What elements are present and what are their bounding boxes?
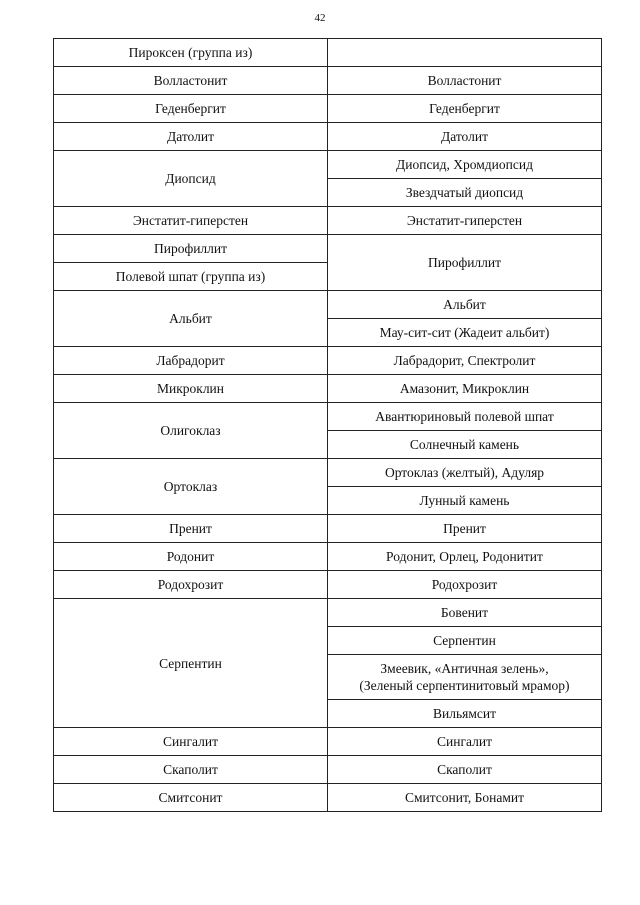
variety-cell: Энстатит-гиперстен: [328, 207, 602, 235]
variety-cell: Родохрозит: [328, 571, 602, 599]
variety-cell: Серпентин: [328, 627, 602, 655]
variety-cell: Пренит: [328, 515, 602, 543]
mineral-cell: Волластонит: [54, 67, 328, 95]
table-row: [54, 375, 602, 403]
mineral-cell: Серпентин: [54, 599, 328, 728]
mineral-cell: Пироксен (группа из): [54, 39, 328, 67]
table-row: [54, 571, 602, 599]
page-number: 42: [314, 12, 326, 24]
table-row: [54, 123, 602, 151]
variety-cell: [328, 655, 602, 700]
table-row: [54, 403, 602, 431]
mineral-cell: Полевой шпат (группа из): [54, 263, 328, 291]
table-row: [54, 459, 602, 487]
mineral-cell: Скаполит: [54, 756, 328, 784]
mineral-cell: Лабрадорит: [54, 347, 328, 375]
variety-cell: Смитсонит, Бонамит: [328, 784, 602, 812]
variety-cell: Лабрадорит, Спектролит: [328, 347, 602, 375]
variety-cell: Авантюриновый полевой шпат: [328, 403, 602, 431]
table-row: [54, 515, 602, 543]
table-row: [54, 207, 602, 235]
table-row: [54, 151, 602, 179]
mineral-cell: Альбит: [54, 291, 328, 347]
variety-cell: Амазонит, Микроклин: [328, 375, 602, 403]
mineral-cell: Геденбергит: [54, 95, 328, 123]
variety-cell: Вильямсит: [328, 700, 602, 728]
minerals-table: [53, 38, 602, 812]
variety-cell: Солнечный камень: [328, 431, 602, 459]
table-row: [54, 291, 602, 319]
mineral-cell: Микроклин: [54, 375, 328, 403]
table-row: [54, 347, 602, 375]
table-row: [54, 39, 602, 67]
mineral-cell: Датолит: [54, 123, 328, 151]
variety-cell: Сингалит: [328, 728, 602, 756]
variety-cell: Геденбергит: [328, 95, 602, 123]
variety-line: (Зеленый серпентинитовый мрамор): [359, 678, 570, 693]
variety-cell: Мау-сит-сит (Жадеит альбит): [328, 319, 602, 347]
table-row: [54, 728, 602, 756]
variety-cell: Ортоклаз (желтый), Адуляр: [328, 459, 602, 487]
variety-line: Змеевик, «Античная зелень»,: [380, 661, 549, 676]
table-row: [54, 95, 602, 123]
variety-cell: Лунный камень: [328, 487, 602, 515]
variety-cell: [328, 39, 602, 67]
mineral-cell: Энстатит-гиперстен: [54, 207, 328, 235]
mineral-cell: Сингалит: [54, 728, 328, 756]
variety-cell: Скаполит: [328, 756, 602, 784]
mineral-cell: Смитсонит: [54, 784, 328, 812]
table-row: [54, 543, 602, 571]
table-row: [54, 784, 602, 812]
mineral-cell: Диопсид: [54, 151, 328, 207]
mineral-cell: Ортоклаз: [54, 459, 328, 515]
variety-cell: Пирофиллит: [328, 235, 602, 291]
table-row: [54, 756, 602, 784]
mineral-cell: Пренит: [54, 515, 328, 543]
variety-cell: Альбит: [328, 291, 602, 319]
variety-cell: Датолит: [328, 123, 602, 151]
variety-cell: Волластонит: [328, 67, 602, 95]
variety-cell: Звездчатый диопсид: [328, 179, 602, 207]
mineral-cell: Родохрозит: [54, 571, 328, 599]
mineral-cell: Родонит: [54, 543, 328, 571]
mineral-cell: Пирофиллит: [54, 235, 328, 263]
table-row: [54, 235, 602, 263]
variety-cell: Диопсид, Хромдиопсид: [328, 151, 602, 179]
variety-cell: Родонит, Орлец, Родонитит: [328, 543, 602, 571]
table-row: [54, 599, 602, 627]
mineral-cell: Олигоклаз: [54, 403, 328, 459]
variety-cell: Бовенит: [328, 599, 602, 627]
table-row: [54, 67, 602, 95]
